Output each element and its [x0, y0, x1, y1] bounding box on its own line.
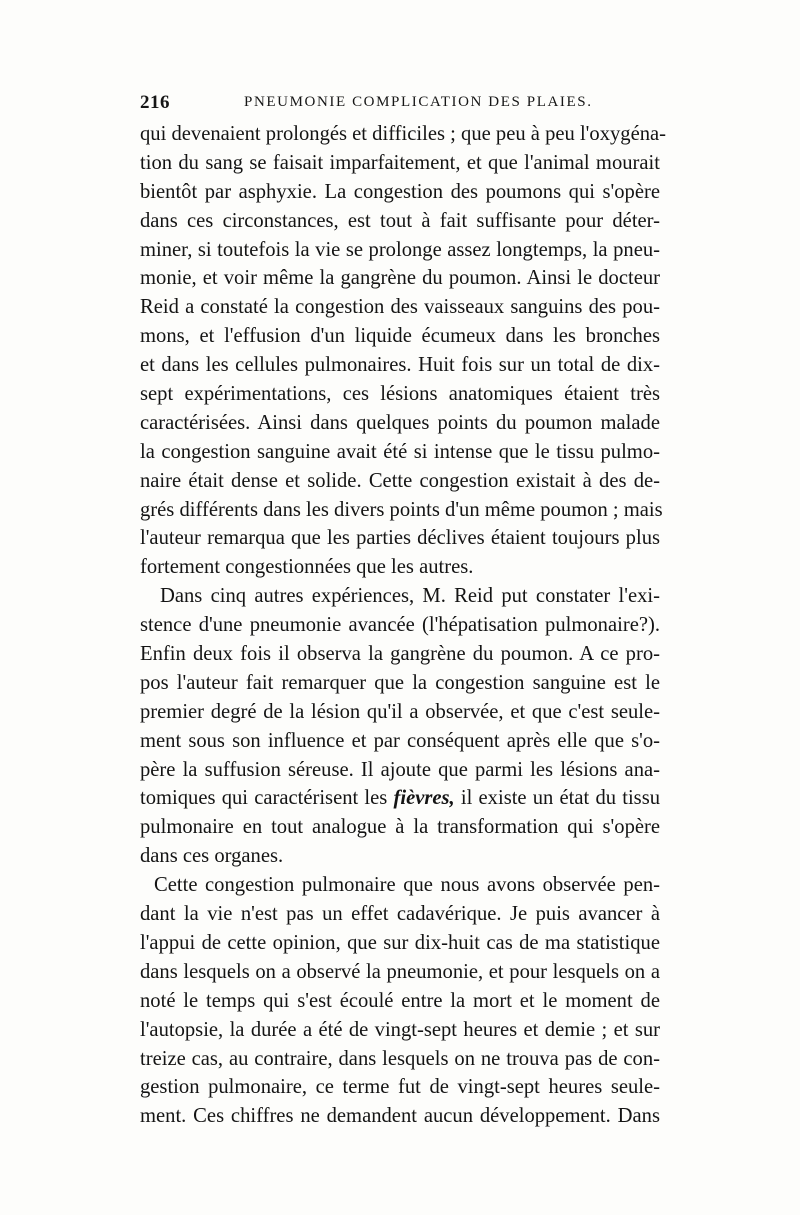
text-line: et dans les cellules pulmonaires. Huit fois sur un total de dix- — [140, 354, 660, 377]
text-line: sept expérimentations, ces lésions anatomiques étaient très — [140, 383, 660, 406]
text-line: ment sous son influence et par conséquent après elle que s'o- — [140, 729, 660, 752]
body-text — [140, 120, 667, 1131]
text-line: qui devenaient prolongés et difficiles ; que peu à peu l'oxygéna- — [140, 123, 667, 145]
text-line: Reid a constaté la congestion des vaisseaux sanguins des pou- — [140, 296, 660, 319]
text-line: pos l'auteur fait remarquer que la congestion sanguine est le — [140, 671, 660, 694]
text-line: gestion pulmonaire, ce terme fut de vingt-sept heures seule- — [140, 1076, 660, 1099]
text-line: bientôt par asphyxie. La congestion des poumons qui s'opère — [140, 180, 660, 203]
text-line: l'auteur remarqua que les parties déclives étaient toujours plus — [140, 527, 660, 550]
text-line: ment. Ces chiffres ne demandent aucun développement. Dans — [140, 1105, 660, 1128]
text-line: dans ces circonstances, est tout à fait suffisante pour déter- — [140, 209, 660, 232]
text-line: premier degré de la lésion qu'il a observée, et que c'est seule- — [140, 700, 660, 723]
text-line: Enfin deux fois il observa la gangrène du poumon. A ce pro- — [140, 643, 660, 666]
text-line: dans ces organes. — [140, 845, 284, 868]
text-line: noté le temps qui s'est écoulé entre la mort et le moment de — [140, 989, 660, 1012]
text-line: mons, et l'effusion d'un liquide écumeux dans les bronches — [140, 325, 660, 348]
text-line: tion du sang se faisait imparfaitement, et que l'animal mourait — [140, 151, 660, 174]
text-line: l'appui de cette opinion, que sur dix-huit cas de ma statistique — [140, 931, 660, 954]
page-number: 216 — [140, 92, 170, 113]
text-line: caractérisées. Ainsi dans quelques points du poumon malade — [140, 411, 660, 434]
text-line: naire était dense et solide. Cette congestion existait à des de- — [140, 469, 660, 492]
text-line: père la suffusion séreuse. Il ajoute que parmi les lésions ana- — [140, 758, 660, 781]
text-line: l'autopsie, la durée a été de vingt-sept heures et demie ; et sur — [140, 1018, 660, 1041]
text-fragment: tomiques qui caractérisent les — [140, 787, 388, 810]
text-line: stence d'une pneumonie avancée (l'hépatisation pulmonaire?). — [140, 614, 660, 637]
text-line: la congestion sanguine avait été si intense que le tissu pulmo- — [140, 440, 660, 463]
text-line-with-emphasis — [140, 784, 660, 813]
text-line: Cette congestion pulmonaire que nous avons observée pen- — [154, 874, 660, 897]
text-line: treize cas, au contraire, dans lesquels on ne trouva pas de con- — [140, 1047, 660, 1070]
text-line: Dans cinq autres expériences, M. Reid put constater l'exi- — [160, 585, 660, 608]
text-line: miner, si toutefois la vie se prolonge assez longtemps, la pneu- — [140, 238, 660, 261]
running-title: PNEUMONIE COMPLICATION DES PLAIES. — [244, 94, 593, 110]
text-fragment: il existe un état du tissu — [460, 787, 661, 810]
emphasis-fievres: fièvres, — [393, 787, 455, 810]
text-line: pulmonaire en tout analogue à la transformation qui s'opère — [140, 816, 660, 839]
text-line: fortement congestionnées que les autres. — [140, 556, 474, 579]
running-head — [140, 92, 660, 114]
text-line: dant la vie n'est pas un effet cadavérique. Je puis avancer à — [140, 903, 660, 926]
text-line: dans lesquels on a observé la pneumonie, et pour lesquels on a — [140, 960, 660, 983]
text-line: monie, et voir même la gangrène du poumon. Ainsi le docteur — [140, 267, 660, 290]
text-line: grés différents dans les divers points d'un même poumon ; mais — [140, 498, 663, 521]
